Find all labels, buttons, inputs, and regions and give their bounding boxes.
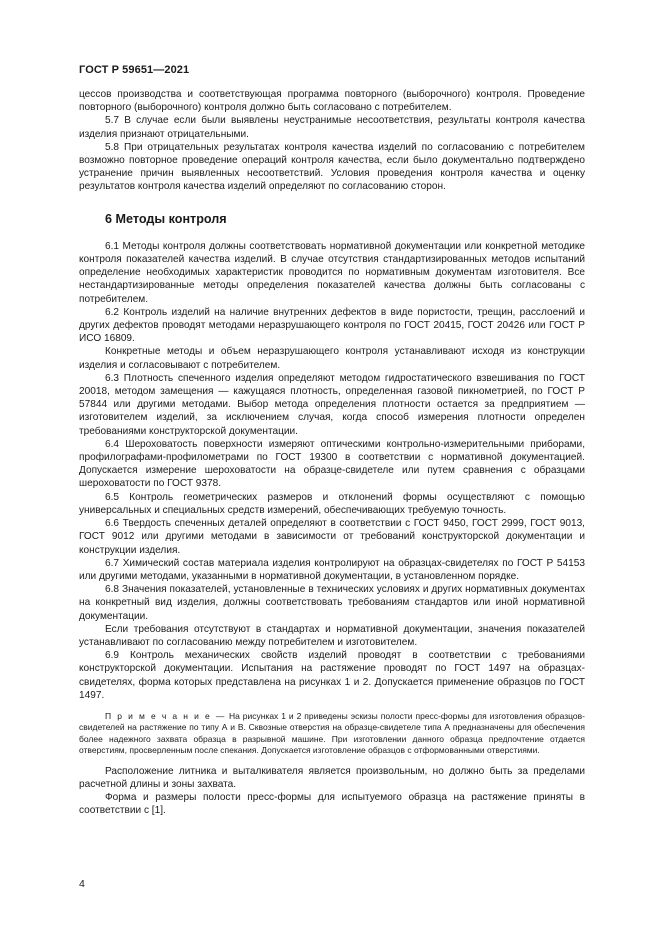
paragraph: 6.6 Твердость спеченных деталей определяют в соответствии с ГОСТ 9450, ГОСТ 2999, ГОСТ 9013, ГОСТ 9012 или другими методами в зависимости от требований конструкторской документации и конструкции изделия. [79, 518, 585, 556]
paragraph: 5.7 В случае если были выявлены неустранимые несоответствия, результаты контроля качества изделия признают отрицательными. [79, 115, 585, 140]
page-number: 4 [79, 878, 85, 890]
note-label: П р и м е ч а н и е — [105, 710, 226, 721]
document-header: ГОСТ Р 59651—2021 [79, 64, 190, 76]
page-body [79, 88, 585, 817]
section-heading: 6 Методы контроля [105, 211, 227, 226]
paragraph: Форма и размеры полости пресс-формы для испытуемого образца на растяжение приняты в соответствии с [1]. [79, 791, 585, 817]
paragraph: Расположение литника и выталкивателя является произвольным, но должно быть за пределами расчетной длины и зоны захвата. [79, 765, 585, 790]
note [79, 711, 585, 757]
note-text: На рисунках 1 и 2 приведены эскизы полости пресс-формы для изготовления образцов-свидетелей на растяжение по типу А и В. Сквозные отверстия на образце-свидетеле типа А предназначены для обеспечения более надежного захвата образца в разрывной машине. При изготовлении данного образца предпочтение отдается отверстиям, просверленным после спекания. Допускается изготовление образцов с отформованными отверстиями. [79, 710, 585, 756]
paragraph: Конкретные методы и объем неразрушающего контроля устанавливают исходя из конструкции изделия и согласовывают с потребителем. [79, 346, 585, 371]
paragraph: цессов производства и соответствующая программа повторного (выборочного) контроля. Проведение повторного (выборочного) контроля должно быть согласовано с потребителем. [79, 89, 585, 114]
paragraph: 6.8 Значения показателей, установленные в технических условиях и других нормативных документах на конкретный вид изделия, должны соответствовать требованиям стандартов или иной нормативной документации. [79, 584, 585, 622]
paragraph: 6.2 Контроль изделий на наличие внутренних дефектов в виде пористости, трещин, расслоений и других дефектов проводят методами неразрушающего контроля по ГОСТ 20415, ГОСТ 20426 или ГОСТ Р ИСО 16809. [79, 306, 585, 345]
paragraph: 6.1 Методы контроля должны соответствовать нормативной документации или конкретной методике контроля показателей качества изделий. В случае отсутствия стандартизированных методов испытаний определение необходимых характеристик проводится по нормативным документам изготовителя. Все нестандартизированные методы определения показателей качества должны быть согласованы с потребителем. [79, 240, 585, 305]
paragraph: Если требования отсутствуют в стандартах и нормативной документации, значения показателей устанавливают по согласованию между потребителем и изготовителем. [79, 623, 585, 648]
paragraph: 6.9 Контроль механических свойств изделий проводят в соответствии с требованиями конструкторской документации. Испытания на растяжение проводят по ГОСТ 1497 на образцах-свидетелях, форма которых представлена на рисунках 1 и 2. Допускается применение образцов по ГОСТ 1497. [79, 650, 585, 701]
paragraph: 6.4 Шероховатость поверхности измеряют оптическими контрольно-измерительными приборами, профилографами-профилометрами по ГОСТ 19300 в соответствии с нормативной документацией. Допускается измерение шероховатости на образце-свидетеле или путем сравнения с образцами шероховатости по ГОСТ 9378. [79, 438, 585, 490]
paragraph: 6.5 Контроль геометрических размеров и отклонений формы осуществляют с помощью универсальных и специальных средств измерений, обеспечивающих требуемую точность. [79, 491, 585, 516]
paragraph: 6.7 Химический состав материала изделия контролируют на образцах-свидетелях по ГОСТ Р 54153 или другими методами, указанными в нормативной документации, в установленном порядке. [79, 557, 585, 582]
paragraph: 5.8 При отрицательных результатах контроля качества изделий по согласованию с потребителем возможно повторное проведение операций контроля качества, если было документально подтверждено устранение причин выявленных несоответствий. Условия проведения контроля качества и оценку результатов контроля качества изделий определяют по согласованию сторон. [79, 141, 585, 193]
paragraph: 6.3 Плотность спеченного изделия определяют методом гидростатического взвешивания по ГОСТ 20018, методом замещения — кажущаяся плотность, определенная газовой пикнометрией, по ГОСТ Р 57844 или другими методами. Выбор метода определения плотности остается за предприятием — изготовителем изделий, за исключением случая, когда способ измерения плотности определен требованиями конструкторской документации. [79, 372, 585, 437]
